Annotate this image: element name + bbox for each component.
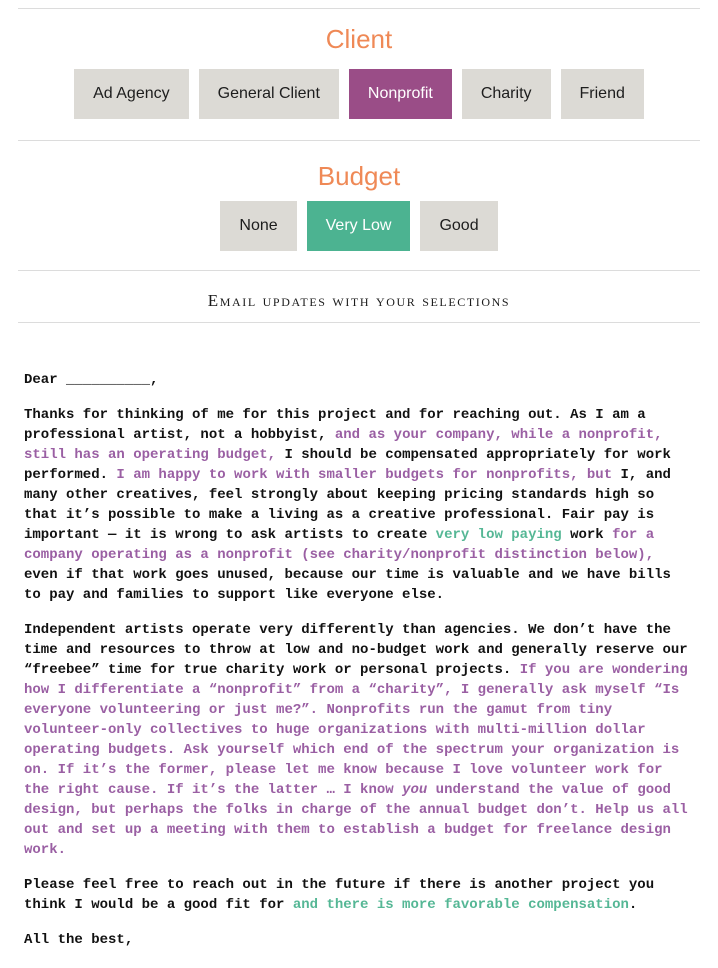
letter-text-black: even if that work goes unused, because our time is valuable and we have bills to pay and families to support like everyone else. [24,567,671,603]
divider [18,8,700,9]
email-updates-link[interactable]: Email updates with your selections [207,291,511,310]
letter-body [0,323,718,950]
budget-options-row [0,201,718,251]
letter-text-purple: and as your company, while a nonprofit, still has an operating budget, [24,427,663,463]
letter-text-teal: and there is more favorable compensation [292,897,629,913]
letter-text-black: work [561,527,613,543]
budget-section [0,160,718,251]
letter-text-black: I, and many other creatives, feel strongly about keeping pricing standards high so that it’s possible to make a living as a creative professional. Fair pay is important — it is wrong to ask artists to create [24,467,671,543]
letter-paragraph [24,370,696,390]
letter-text-black: I should be compensated appropriately for work performed. [24,447,671,483]
letter-paragraph [24,405,696,605]
client-section-title: Client [325,24,393,54]
budget-section-title: Budget [317,161,401,191]
letter-text-black: Thanks for thinking of me for this project and for reaching out. As I am a professional artist, not a hobbyist, [24,407,646,443]
letter-text-purple: If you are wondering how I differentiate a “nonprofit” from a “charity”, I generally ask myself “Is everyone volunteering or just me?”. Nonprofits run the gamut from tiny volunteer-only collectives to huge organizations with multi-million dollar operating budgets. Ask yourself which end of the spectrum your organization is on. If it’s the former, please let me know because I love volunteer work for the right cause. If it’s the latter … I know [24,662,688,798]
letter-text-black: All the best, [24,932,134,948]
letter-text-teal: very low paying [435,527,562,543]
letter-text-black: Please feel free to reach out in the future if there is another project you think I would be a good fit for [24,877,655,913]
client-options-row [0,69,718,119]
letter-paragraph [24,875,696,915]
client-section [0,23,718,119]
client-option-general-client[interactable]: General Client [199,69,339,119]
budget-option-none[interactable]: None [220,201,296,251]
letter-text-purple: you [402,782,428,798]
budget-option-good[interactable]: Good [420,201,497,251]
client-option-ad-agency[interactable]: Ad Agency [74,69,189,119]
letter-paragraph [24,620,696,860]
client-option-nonprofit[interactable]: Nonprofit [349,69,452,119]
divider [18,270,700,271]
letter-text-purple: for a company operating as a nonprofit (see charity/nonprofit distinction below), [24,527,655,563]
client-option-friend[interactable]: Friend [561,69,644,119]
letter-text-black: . [628,897,638,913]
letter-text-purple: I am happy to work with smaller budgets for nonprofits, but [116,467,613,483]
client-option-charity[interactable]: Charity [462,69,551,119]
letter-text-black: Independent artists operate very differently than agencies. We don’t have the time and resources to throw at low and no-budget work and generally reserve our “freebee” time for true charity work or personal projects. [24,622,688,678]
divider [18,140,700,141]
letter-paragraph [24,930,696,950]
letter-text-purple: understand the value of good design, but perhaps the folks in charge of the annual budget don’t. Help us all out and set up a meeting with them to establish a budget for freelance design work. [24,782,688,858]
letter-text-black: Dear __________, [24,372,159,388]
budget-option-very-low[interactable]: Very Low [307,201,411,251]
